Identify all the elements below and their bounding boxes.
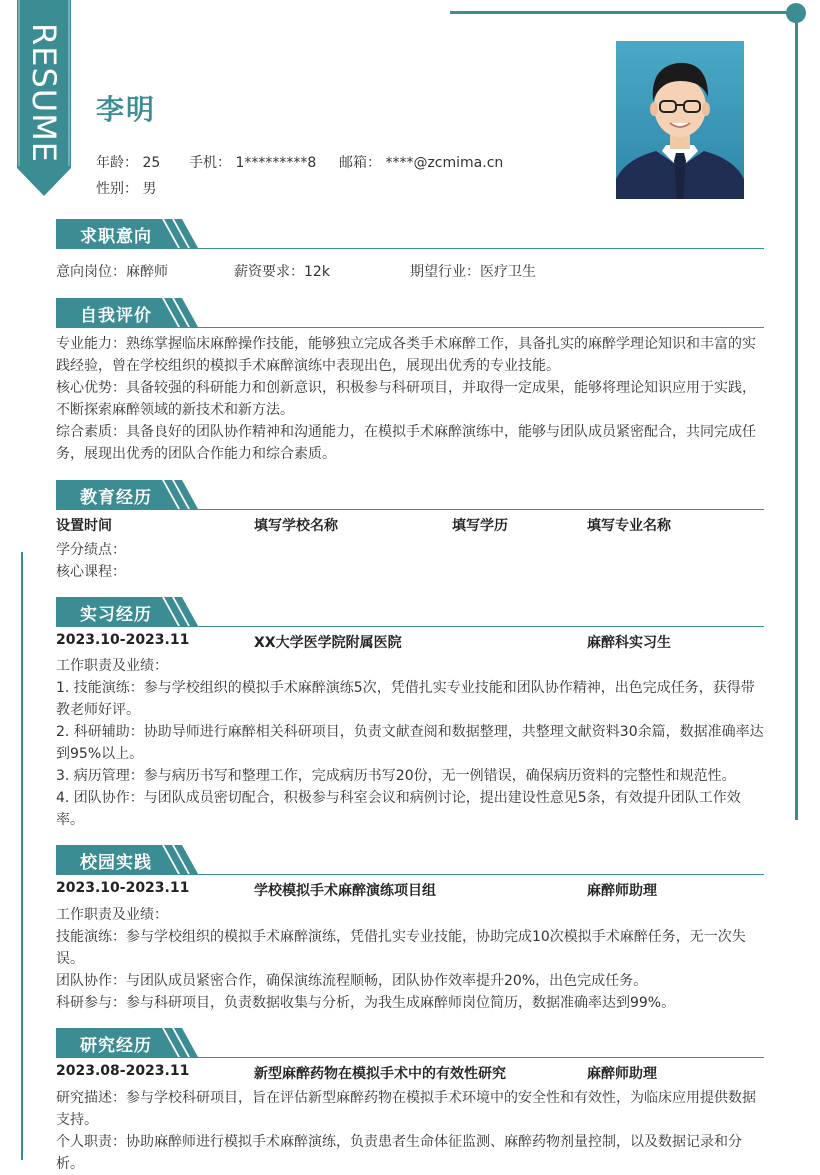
research-org: 新型麻醉药物在模拟手术中的有效性研究 [254, 1066, 506, 1082]
education-row [56, 515, 764, 537]
section-title: 教育经历 [80, 488, 152, 508]
internship-intro: 工作职责及业绩： [56, 658, 168, 674]
education-time: 设置时间 [56, 518, 112, 534]
section-title: 求职意向 [80, 227, 152, 247]
avatar [616, 41, 744, 199]
section-header-campus [56, 845, 764, 875]
section-rule [56, 1057, 764, 1058]
self-eval-paragraph: 综合素质：具备良好的团队协作精神和沟通能力，在模拟手术麻醉演练中，能够与团队成员紧密配合，共同完成任务，展现出优秀的团队合作能力和综合素质。 [56, 424, 756, 462]
age-field: 年龄： 25 [96, 155, 161, 171]
internship-role: 麻醉科实习生 [587, 635, 671, 651]
research-item: 研究描述：参与学校科研项目，旨在评估新型麻醉药物在模拟手术环境中的安全性和有效性，为临床应用提供数据支持。 [56, 1090, 756, 1128]
section-header-objective [56, 219, 764, 249]
internship-row [56, 632, 764, 654]
education-school: 填写学校名称 [254, 518, 338, 534]
section-rule [56, 509, 764, 510]
internship-item: 4. 团队协作：与团队成员密切配合，积极参与科室会议和病例讨论，提出建设性意见5条，有效提升团队工作效率。 [56, 790, 741, 828]
campus-intro: 工作职责及业绩： [56, 907, 168, 923]
objective-position: 意向岗位：麻醉师 [56, 264, 168, 280]
education-gpa: 学分绩点： [56, 542, 126, 558]
self-eval-paragraph: 专业能力：熟练掌握临床麻醉操作技能，能够独立完成各类手术麻醉工作，具备扎实的麻醉学理论知识和丰富的实践经验，曾在学校组织的模拟手术麻醉演练中表现出色，展现出优秀的专业技能。 [56, 336, 756, 374]
email-field: 邮箱： ****@zcmima.cn [339, 155, 504, 171]
internship-item: 3. 病历管理：参与病历书写和整理工作，完成病历书写20份，无一例错误，确保病历资料的完整性和规范性。 [56, 768, 736, 784]
campus-role: 麻醉师助理 [587, 883, 657, 899]
campus-item: 团队协作：与团队成员紧密合作，确保演练流程顺畅，团队协作效率提升20%，出色完成任务。 [56, 973, 648, 989]
objective-salary: 薪资要求：12k [234, 264, 330, 280]
right-accent-line [795, 14, 798, 820]
section-header-research [56, 1028, 764, 1058]
internship-item: 2. 科研辅助：协助导师进行麻醉相关科研项目，负责文献查阅和数据整理，共整理文献资料30余篇，数据准确率达到95%以上。 [56, 724, 764, 762]
phone-field: 手机： 1*********8 [189, 155, 317, 171]
section-rule [56, 248, 764, 249]
section-header-internship [56, 597, 764, 627]
research-item: 个人职责：协助麻醉师进行模拟手术麻醉演练，负责患者生命体征监测、麻醉药物剂量控制，以及数据记录和分析。 [56, 1134, 742, 1172]
gender-field: 性别： 男 [96, 181, 157, 197]
objective-industry: 期望行业：医疗卫生 [410, 264, 536, 280]
candidate-name: 李明 [96, 93, 157, 126]
education-degree: 填写学历 [452, 518, 508, 534]
section-title: 研究经历 [80, 1036, 152, 1056]
section-rule [56, 626, 764, 627]
research-date: 2023.08-2023.11 [56, 1063, 190, 1079]
section-header-self-eval [56, 298, 764, 328]
resume-ribbon [17, 0, 71, 196]
profile-photo [616, 41, 744, 199]
research-role: 麻醉师助理 [587, 1066, 657, 1082]
section-rule [56, 874, 764, 875]
campus-date: 2023.10-2023.11 [56, 880, 190, 896]
campus-item: 科研参与：参与科研项目，负责数据收集与分析，为我生成麻醉师岗位简历，数据准确率达到99%。 [56, 995, 676, 1011]
section-title: 实习经历 [80, 605, 152, 625]
left-accent-line [21, 552, 23, 1160]
campus-item: 技能演练：参与学校组织的模拟手术麻醉演练，凭借扎实专业技能，协助完成10次模拟手术麻醉任务，无一次失误。 [56, 929, 746, 967]
research-row [56, 1063, 764, 1085]
campus-row [56, 880, 764, 902]
internship-date: 2023.10-2023.11 [56, 632, 190, 648]
campus-org: 学校模拟手术麻醉演练项目组 [254, 883, 436, 899]
section-header-education [56, 480, 764, 510]
internship-org: XX大学医学院附属医院 [254, 635, 402, 651]
self-eval-paragraph: 核心优势：具备较强的科研能力和创新意识，积极参与科研项目，并取得一定成果，能够将理论知识应用于实践，不断探索麻醉领域的新技术和新方法。 [56, 380, 756, 418]
top-accent-line [450, 11, 798, 14]
section-rule [56, 327, 764, 328]
ribbon-label: RESUME [25, 22, 63, 163]
education-courses: 核心课程： [56, 564, 126, 580]
section-title: 自我评价 [80, 306, 152, 326]
education-major: 填写专业名称 [587, 518, 671, 534]
section-title: 校园实践 [80, 853, 152, 873]
internship-item: 1. 技能演练：参与学校组织的模拟手术麻醉演练5次，凭借扎实专业技能和团队协作精神，出色完成任务，获得带教老师好评。 [56, 680, 755, 718]
